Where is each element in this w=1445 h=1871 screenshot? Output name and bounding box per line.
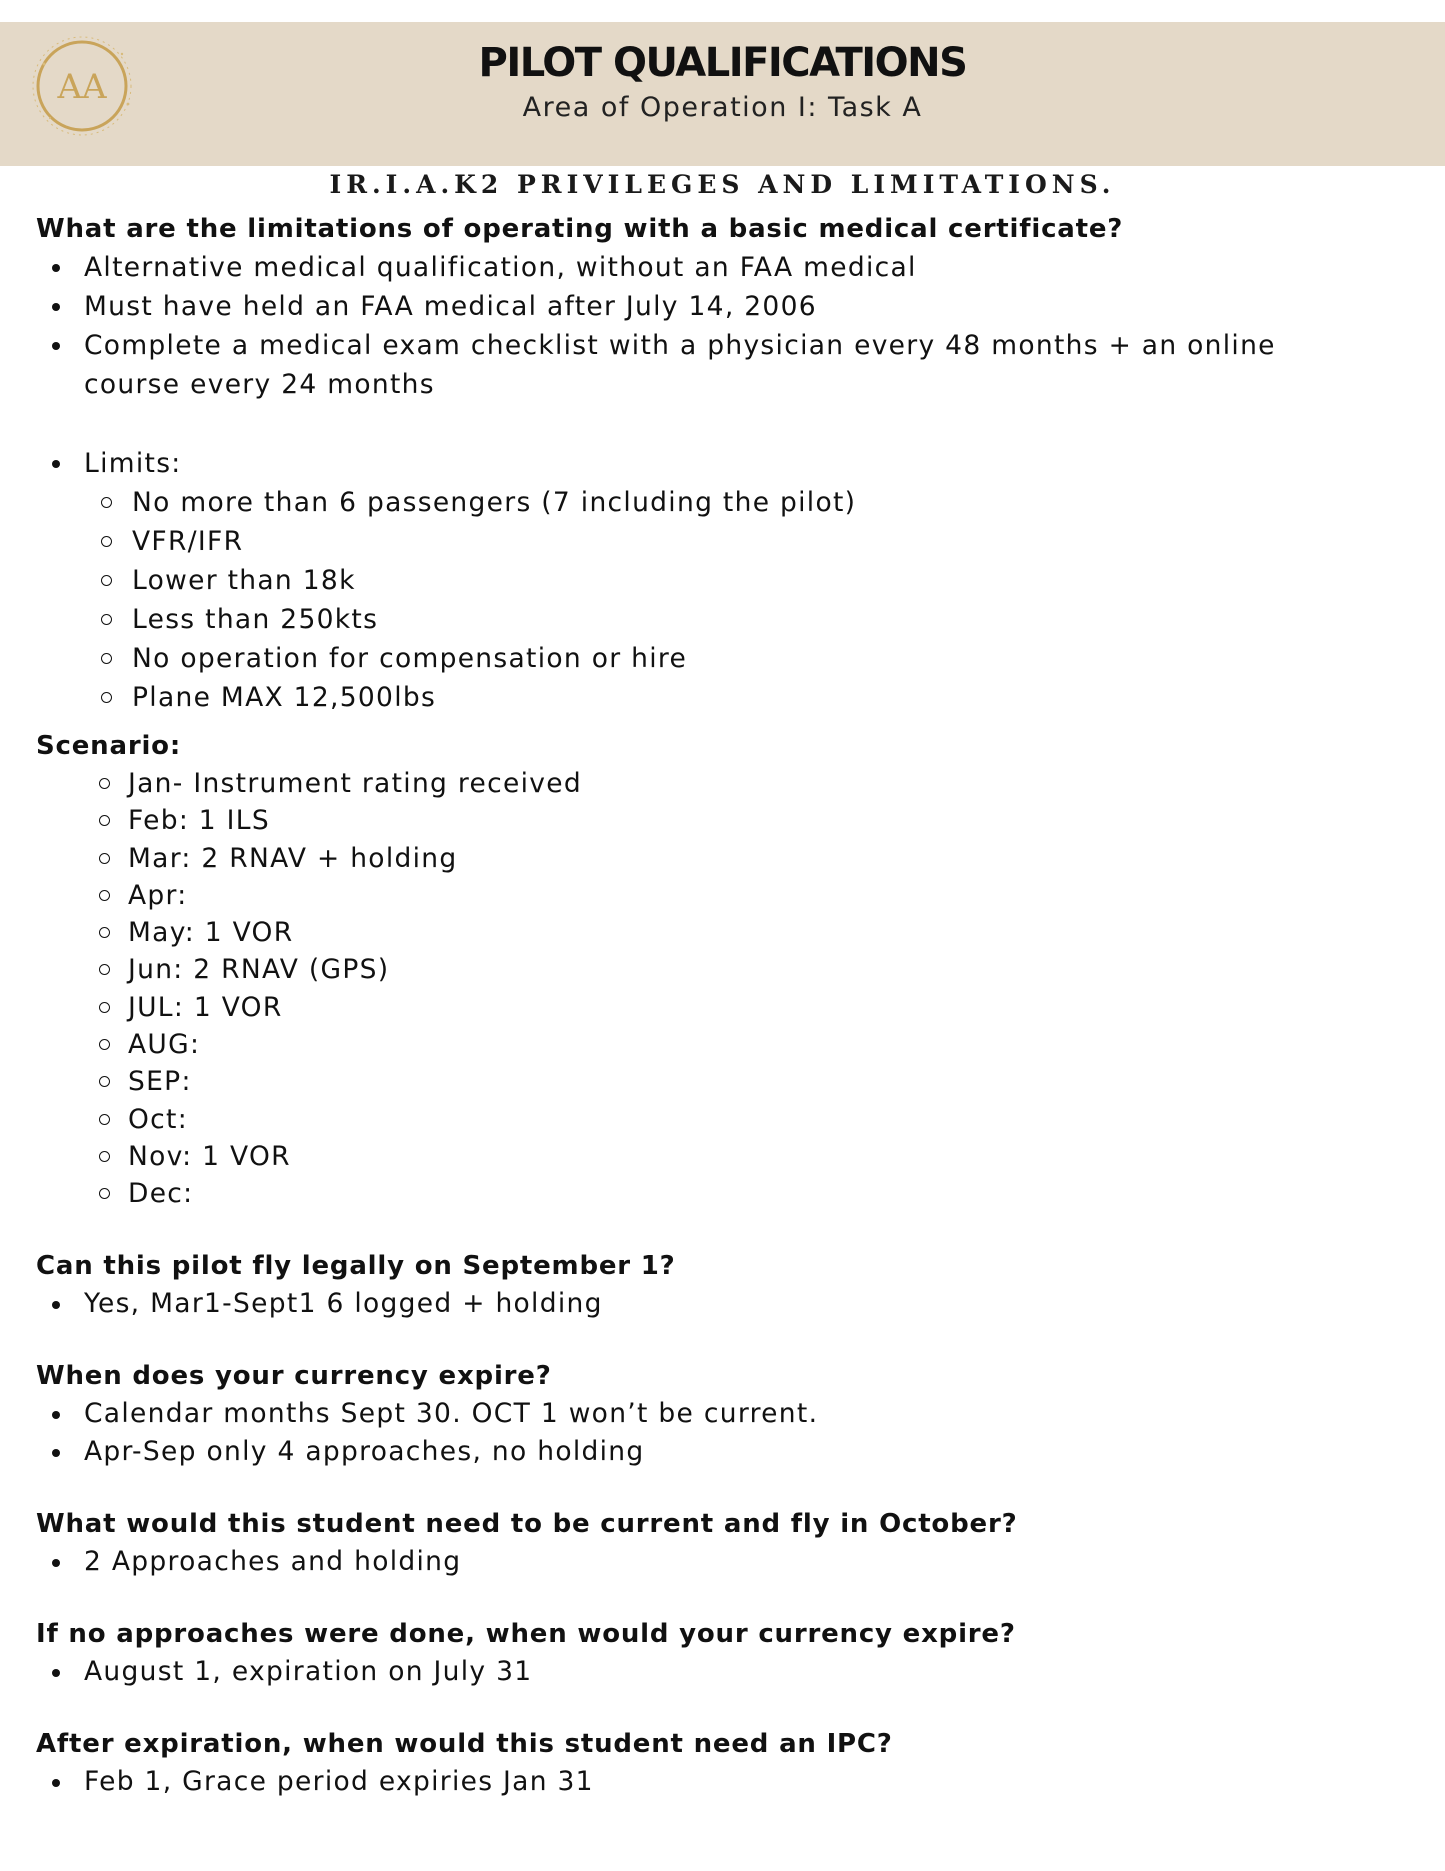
question-fly-sept: Can this pilot fly legally on September 1?: [36, 1250, 676, 1281]
basic-medical-list: [36, 248, 1416, 404]
list-item: Alternative medical qualification, without an FAA medical: [36, 248, 1416, 287]
qa-block: [36, 1615, 1416, 1691]
page-title: PILOT QUALIFICATIONS: [478, 40, 967, 86]
scenario-month: Mar: 2 RNAV + holding: [36, 840, 1416, 877]
list-item: [36, 326, 1416, 404]
list-item-line: course every 24 months: [84, 369, 435, 400]
scenario-month: Jan- Instrument rating received: [36, 765, 1416, 802]
answer-item: Calendar months Sept 30. OCT 1 won’t be current.: [36, 1395, 1416, 1433]
page-subtitle: Area of Operation I: Task A: [522, 92, 923, 123]
list-item-line: Complete a medical exam checklist with a physician every 48 months + an online: [84, 330, 1276, 361]
scenario-month: Apr:: [36, 877, 1416, 914]
question-ipc: After expiration, when would this student need an IPC?: [36, 1728, 893, 1759]
answer-item: Apr-Sep only 4 approaches, no holding: [36, 1433, 1416, 1471]
scenario-month: Dec:: [36, 1175, 1416, 1212]
scenario-month: Oct:: [36, 1101, 1416, 1138]
limit-item: No more than 6 passengers (7 including the pilot): [36, 483, 1416, 522]
limit-item: Lower than 18k: [36, 561, 1416, 600]
scenario-month: Nov: 1 VOR: [36, 1138, 1416, 1175]
list-item: Must have held an FAA medical after July 14, 2006: [36, 287, 1416, 326]
scenario-month: Feb: 1 ILS: [36, 802, 1416, 839]
limits-sublist: [36, 483, 1416, 717]
document-body: [36, 210, 1416, 1801]
limits-list: [36, 444, 1416, 483]
qa-block: [36, 1505, 1416, 1581]
scenario-month: Jun: 2 RNAV (GPS): [36, 951, 1416, 988]
question-no-approaches: If no approaches were done, when would your currency expire?: [36, 1618, 1016, 1649]
qa-block: [36, 1247, 1416, 1323]
answer-item: Feb 1, Grace period expiries Jan 31: [36, 1763, 1416, 1801]
section-heading: IR.I.A.K2 PRIVILEGES AND LIMITATIONS.: [329, 170, 1116, 199]
qa-block: [36, 1725, 1416, 1801]
answer-item: August 1, expiration on July 31: [36, 1653, 1416, 1691]
header-banner: [0, 22, 1445, 166]
answer-item: Yes, Mar1-Sept1 6 logged + holding: [36, 1285, 1416, 1323]
scenario-month: SEP:: [36, 1063, 1416, 1100]
scenario-month: JUL: 1 VOR: [36, 989, 1416, 1026]
scenario-month: AUG:: [36, 1026, 1416, 1063]
scenario-month: May: 1 VOR: [36, 914, 1416, 951]
limits-label: Limits:: [36, 444, 1416, 483]
limit-item: Plane MAX 12,500lbs: [36, 678, 1416, 717]
question-october: What would this student need to be current and fly in October?: [36, 1508, 1018, 1539]
question-currency-expire: When does your currency expire?: [36, 1360, 552, 1391]
limit-item: VFR/IFR: [36, 522, 1416, 561]
scenario-month-list: [36, 765, 1416, 1213]
answer-item: 2 Approaches and holding: [36, 1543, 1416, 1581]
qa-block: [36, 1357, 1416, 1471]
limit-item: Less than 250kts: [36, 600, 1416, 639]
logo-letters: AA: [57, 67, 107, 107]
limit-item: No operation for compensation or hire: [36, 639, 1416, 678]
scenario-label: Scenario:: [36, 731, 182, 761]
question-basic-medical: What are the limitations of operating with a basic medical certificate?: [36, 214, 1124, 244]
